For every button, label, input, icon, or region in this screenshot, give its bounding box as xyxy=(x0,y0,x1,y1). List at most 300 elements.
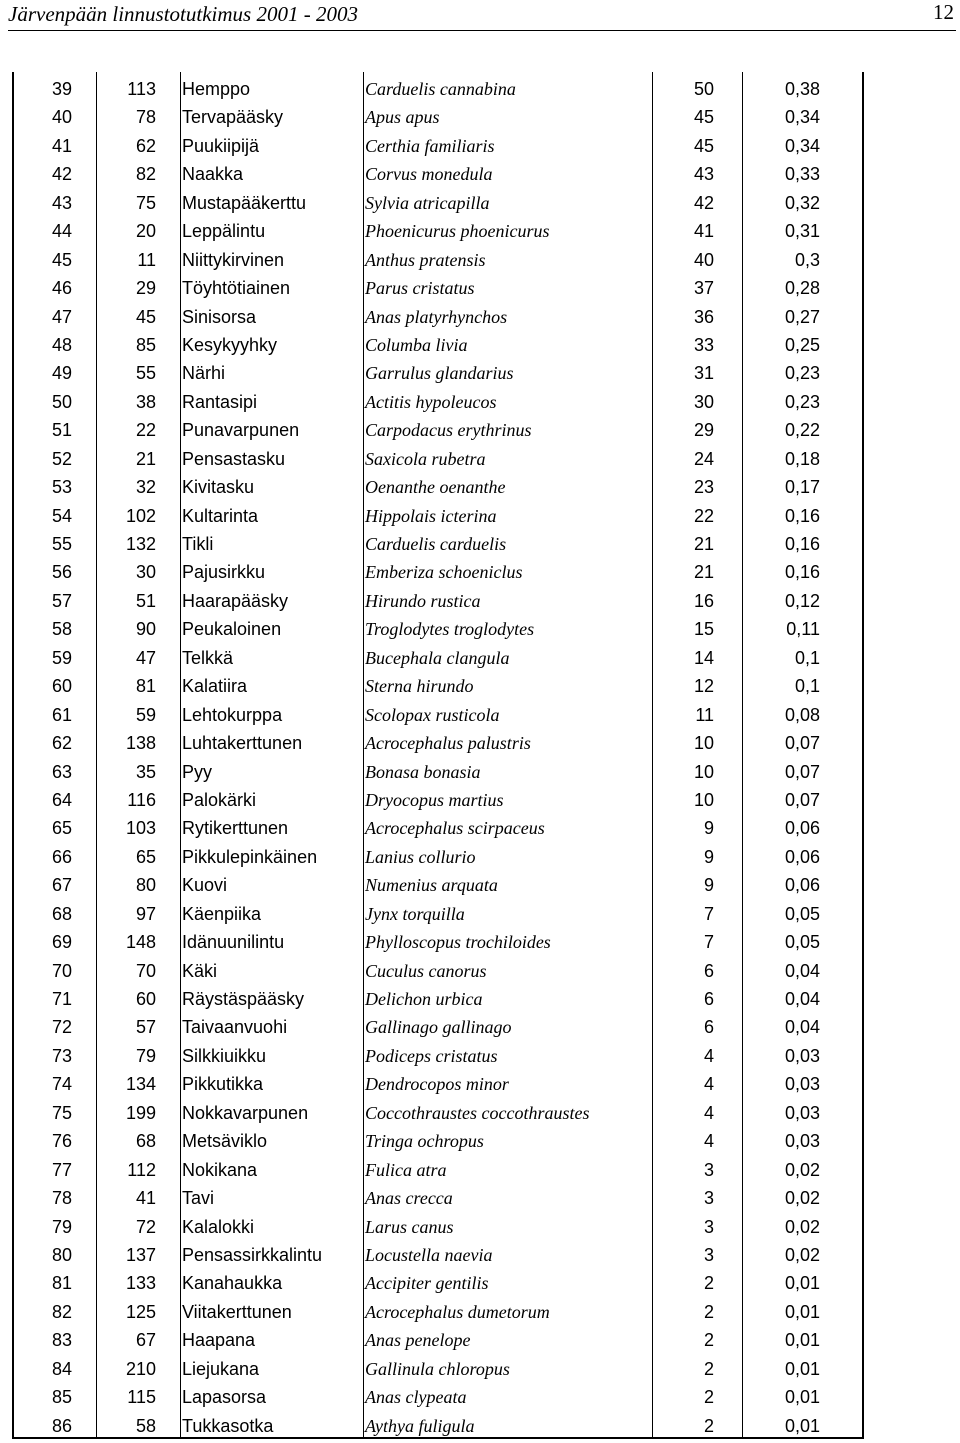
latin-name-cell: Garrulus glandarius xyxy=(365,363,514,384)
percent-cell: 0,06 xyxy=(784,846,820,867)
rank-cell: 86 xyxy=(51,1415,72,1436)
percent-cell: 0,34 xyxy=(784,135,820,156)
rank-cell: 52 xyxy=(51,448,72,469)
document-title: Järvenpään linnustotutkimus 2001 - 2003 xyxy=(8,2,358,26)
latin-name-cell: Scolopax rusticola xyxy=(365,704,500,725)
rank-cell: 62 xyxy=(51,733,72,754)
table-row xyxy=(14,1238,862,1266)
latin-name-cell: Acrocephalus scirpaceus xyxy=(365,818,545,839)
count-cell: 36 xyxy=(693,306,714,327)
finnish-name-cell: Tavi xyxy=(182,1188,215,1209)
species-number-cell: 199 xyxy=(125,1102,156,1123)
count-cell: 29 xyxy=(693,420,714,441)
latin-name-cell: Acrocephalus dumetorum xyxy=(365,1301,550,1322)
table-row xyxy=(14,413,862,441)
rank-cell: 72 xyxy=(51,1017,72,1038)
percent-cell: 0,16 xyxy=(784,562,820,583)
finnish-name-cell: Palokärki xyxy=(182,789,257,810)
count-cell: 2 xyxy=(703,1415,714,1436)
finnish-name-cell: Taivaanvuohi xyxy=(182,1017,288,1038)
rank-cell: 40 xyxy=(51,107,72,128)
species-number-cell: 21 xyxy=(135,448,156,469)
percent-cell: 0,12 xyxy=(784,590,820,611)
table-row xyxy=(14,982,862,1010)
percent-cell: 0,04 xyxy=(784,1017,820,1038)
percent-cell: 0,33 xyxy=(784,164,820,185)
rank-cell: 46 xyxy=(51,278,72,299)
count-cell: 22 xyxy=(693,505,714,526)
species-number-cell: 47 xyxy=(135,647,156,668)
percent-cell: 0,02 xyxy=(784,1188,820,1209)
finnish-name-cell: Kuovi xyxy=(182,875,228,896)
table-row xyxy=(14,897,862,925)
finnish-name-cell: Kesykyyhky xyxy=(182,334,278,355)
species-number-cell: 51 xyxy=(135,590,156,611)
table-row xyxy=(14,1210,862,1238)
rank-cell: 84 xyxy=(51,1358,72,1379)
species-number-cell: 137 xyxy=(125,1244,156,1265)
table-row xyxy=(14,584,862,612)
percent-cell: 0,28 xyxy=(784,278,820,299)
rank-cell: 77 xyxy=(51,1159,72,1180)
table-row xyxy=(14,669,862,697)
finnish-name-cell: Haarapääsky xyxy=(182,590,289,611)
latin-name-cell: Accipiter gentilis xyxy=(365,1273,489,1294)
finnish-name-cell: Viitakerttunen xyxy=(182,1301,292,1322)
percent-cell: 0,03 xyxy=(784,1045,820,1066)
count-cell: 21 xyxy=(693,562,714,583)
table-row xyxy=(14,1352,862,1380)
count-cell: 37 xyxy=(693,278,714,299)
count-cell: 4 xyxy=(703,1131,714,1152)
rank-cell: 48 xyxy=(51,334,72,355)
finnish-name-cell: Lehtokurppa xyxy=(182,704,283,725)
table-row xyxy=(14,157,862,185)
table-row xyxy=(14,271,862,299)
count-cell: 2 xyxy=(703,1273,714,1294)
species-number-cell: 85 xyxy=(135,334,156,355)
finnish-name-cell: Metsäviklo xyxy=(182,1131,268,1152)
latin-name-cell: Tringa ochropus xyxy=(365,1131,484,1152)
page-header xyxy=(8,0,956,31)
species-number-cell: 60 xyxy=(135,989,156,1009)
species-number-cell: 41 xyxy=(135,1188,156,1209)
latin-name-cell: Certhia familiaris xyxy=(365,135,495,156)
finnish-name-cell: Rantasipi xyxy=(182,391,258,412)
finnish-name-cell: Pensastasku xyxy=(182,448,286,469)
table-row xyxy=(14,1096,862,1124)
page-number: 12 xyxy=(933,0,954,24)
percent-cell: 0,17 xyxy=(784,477,820,498)
percent-cell: 0,1 xyxy=(794,647,820,668)
table-row xyxy=(14,783,862,811)
species-number-cell: 80 xyxy=(135,875,156,896)
finnish-name-cell: Niittykirvinen xyxy=(182,249,285,270)
percent-cell: 0,03 xyxy=(784,1102,820,1123)
species-number-cell: 133 xyxy=(125,1273,156,1294)
finnish-name-cell: Punavarpunen xyxy=(182,420,300,441)
rank-cell: 73 xyxy=(51,1045,72,1066)
species-number-cell: 11 xyxy=(137,249,156,270)
count-cell: 9 xyxy=(703,875,714,896)
count-cell: 33 xyxy=(693,334,714,355)
rank-cell: 53 xyxy=(51,477,72,498)
count-cell: 3 xyxy=(703,1216,714,1237)
rank-cell: 80 xyxy=(51,1244,72,1265)
species-number-cell: 65 xyxy=(135,846,156,867)
rank-cell: 56 xyxy=(51,562,72,583)
species-number-cell: 103 xyxy=(125,818,156,839)
count-cell: 21 xyxy=(693,534,714,554)
finnish-name-cell: Kalatiira xyxy=(182,676,248,697)
percent-cell: 0,18 xyxy=(784,448,820,469)
count-cell: 6 xyxy=(703,989,714,1009)
percent-cell: 0,23 xyxy=(784,363,820,384)
table-row xyxy=(14,356,862,384)
count-cell: 3 xyxy=(703,1188,714,1209)
table-row xyxy=(14,726,862,754)
percent-cell: 0,01 xyxy=(784,1387,820,1408)
species-number-cell: 45 xyxy=(135,306,156,327)
species-number-cell: 70 xyxy=(135,960,156,981)
count-cell: 12 xyxy=(693,676,714,697)
rank-cell: 85 xyxy=(51,1387,72,1408)
species-number-cell: 20 xyxy=(135,221,156,242)
percent-cell: 0,1 xyxy=(794,676,820,697)
table-row xyxy=(14,641,862,669)
count-cell: 23 xyxy=(693,477,714,498)
species-number-cell: 78 xyxy=(135,107,156,128)
percent-cell: 0,02 xyxy=(784,1216,820,1237)
species-number-cell: 82 xyxy=(135,164,156,185)
count-cell: 9 xyxy=(703,846,714,867)
percent-cell: 0,02 xyxy=(784,1159,820,1180)
table-row xyxy=(14,72,862,100)
latin-name-cell: Anas penelope xyxy=(365,1330,471,1351)
rank-cell: 59 xyxy=(51,647,72,668)
count-cell: 7 xyxy=(703,903,714,924)
finnish-name-cell: Hemppo xyxy=(182,79,251,99)
finnish-name-cell: Räystäspääsky xyxy=(182,989,305,1009)
rank-cell: 60 xyxy=(51,676,72,697)
count-cell: 50 xyxy=(693,79,714,99)
table-row xyxy=(14,1010,862,1038)
count-cell: 2 xyxy=(703,1387,714,1408)
rank-cell: 66 xyxy=(51,846,72,867)
rank-cell: 78 xyxy=(51,1188,72,1209)
rank-cell: 50 xyxy=(51,391,72,412)
latin-name-cell: Carduelis carduelis xyxy=(365,534,507,554)
finnish-name-cell: Nokkavarpunen xyxy=(182,1102,309,1123)
finnish-name-cell: Peukaloinen xyxy=(182,619,282,640)
rank-cell: 65 xyxy=(51,818,72,839)
percent-cell: 0,05 xyxy=(784,932,820,953)
count-cell: 16 xyxy=(693,590,714,611)
species-number-cell: 67 xyxy=(135,1330,156,1351)
percent-cell: 0,03 xyxy=(784,1074,820,1095)
percent-cell: 0,3 xyxy=(794,249,820,270)
table-row xyxy=(14,129,862,157)
species-number-cell: 57 xyxy=(135,1017,156,1038)
table-row xyxy=(14,1380,862,1408)
latin-name-cell: Apus apus xyxy=(365,107,440,128)
count-cell: 6 xyxy=(703,1017,714,1038)
count-cell: 7 xyxy=(703,932,714,953)
count-cell: 4 xyxy=(703,1102,714,1123)
species-number-cell: 115 xyxy=(127,1387,156,1408)
species-number-cell: 55 xyxy=(135,363,156,384)
latin-name-cell: Carpodacus erythrinus xyxy=(365,420,532,441)
table-row xyxy=(14,442,862,470)
count-cell: 24 xyxy=(693,448,714,469)
count-cell: 31 xyxy=(693,363,714,384)
count-cell: 6 xyxy=(703,960,714,981)
species-number-cell: 22 xyxy=(135,420,156,441)
table-row xyxy=(14,300,862,328)
latin-name-cell: Oenanthe oenanthe xyxy=(365,477,506,498)
rank-cell: 54 xyxy=(51,505,72,526)
finnish-name-cell: Haapana xyxy=(182,1330,256,1351)
percent-cell: 0,01 xyxy=(784,1301,820,1322)
finnish-name-cell: Närhi xyxy=(182,363,226,384)
rank-cell: 81 xyxy=(51,1273,72,1294)
species-number-cell: 35 xyxy=(135,761,156,782)
finnish-name-cell: Leppälintu xyxy=(182,221,266,242)
latin-name-cell: Fulica atra xyxy=(365,1159,447,1180)
finnish-name-cell: Liejukana xyxy=(182,1358,260,1379)
rank-cell: 69 xyxy=(51,932,72,953)
latin-name-cell: Hirundo rustica xyxy=(365,590,481,611)
percent-cell: 0,25 xyxy=(784,334,820,355)
species-number-cell: 132 xyxy=(125,534,156,554)
finnish-name-cell: Käenpiika xyxy=(182,903,262,924)
percent-cell: 0,07 xyxy=(784,789,820,810)
latin-name-cell: Hippolais icterina xyxy=(365,505,497,526)
finnish-name-cell: Naakka xyxy=(182,164,244,185)
percent-cell: 0,32 xyxy=(784,192,820,213)
latin-name-cell: Bonasa bonasia xyxy=(365,761,481,782)
table-row xyxy=(14,214,862,242)
count-cell: 45 xyxy=(693,135,714,156)
species-number-cell: 113 xyxy=(127,79,156,99)
species-number-cell: 134 xyxy=(125,1074,156,1095)
species-number-cell: 58 xyxy=(135,1415,156,1436)
table-row xyxy=(14,1181,862,1209)
species-number-cell: 112 xyxy=(127,1159,156,1180)
percent-cell: 0,01 xyxy=(784,1415,820,1436)
latin-name-cell: Anas crecca xyxy=(365,1188,453,1209)
count-cell: 10 xyxy=(693,761,714,782)
percent-cell: 0,08 xyxy=(784,704,820,725)
species-number-cell: 68 xyxy=(135,1131,156,1152)
rank-cell: 47 xyxy=(51,306,72,327)
species-number-cell: 81 xyxy=(135,676,156,697)
count-cell: 2 xyxy=(703,1330,714,1351)
count-cell: 41 xyxy=(693,221,714,242)
finnish-name-cell: Kanahaukka xyxy=(182,1273,283,1294)
count-cell: 10 xyxy=(693,789,714,810)
finnish-name-cell: Nokikana xyxy=(182,1159,258,1180)
latin-name-cell: Emberiza schoeniclus xyxy=(365,562,523,583)
table-row xyxy=(14,868,862,896)
rank-cell: 55 xyxy=(51,534,72,554)
finnish-name-cell: Telkkä xyxy=(182,647,234,668)
table-row xyxy=(14,1409,862,1437)
percent-cell: 0,31 xyxy=(784,221,820,242)
rank-cell: 41 xyxy=(51,135,72,156)
percent-cell: 0,06 xyxy=(784,818,820,839)
latin-name-cell: Podiceps cristatus xyxy=(365,1045,498,1066)
table-row xyxy=(14,243,862,271)
finnish-name-cell: Kultarinta xyxy=(182,505,259,526)
rank-cell: 45 xyxy=(51,249,72,270)
latin-name-cell: Sterna hirundo xyxy=(365,676,474,697)
count-cell: 3 xyxy=(703,1244,714,1265)
latin-name-cell: Actitis hypoleucos xyxy=(365,391,497,412)
rank-cell: 51 xyxy=(51,420,72,441)
rank-cell: 74 xyxy=(51,1074,72,1095)
rank-cell: 44 xyxy=(51,221,72,242)
finnish-name-cell: Tikli xyxy=(182,534,214,554)
species-number-cell: 116 xyxy=(127,789,156,810)
latin-name-cell: Lanius collurio xyxy=(365,846,476,867)
finnish-name-cell: Kivitasku xyxy=(182,477,255,498)
table-row xyxy=(14,1323,862,1351)
finnish-name-cell: Pyy xyxy=(182,761,213,782)
rank-cell: 43 xyxy=(51,192,72,213)
species-number-cell: 72 xyxy=(135,1216,156,1237)
rank-cell: 75 xyxy=(51,1102,72,1123)
finnish-name-cell: Lapasorsa xyxy=(182,1387,267,1408)
species-number-cell: 38 xyxy=(135,391,156,412)
table-row xyxy=(14,1067,862,1095)
table-row xyxy=(14,470,862,498)
percent-cell: 0,23 xyxy=(784,391,820,412)
table-row xyxy=(14,385,862,413)
percent-cell: 0,06 xyxy=(784,875,820,896)
table-row xyxy=(14,612,862,640)
table-row xyxy=(14,186,862,214)
latin-name-cell: Aythya fuligula xyxy=(365,1415,475,1436)
latin-name-cell: Dendrocopos minor xyxy=(365,1074,509,1095)
species-number-cell: 29 xyxy=(135,278,156,299)
table-row xyxy=(14,1039,862,1067)
count-cell: 15 xyxy=(693,619,714,640)
rank-cell: 71 xyxy=(51,989,72,1009)
percent-cell: 0,16 xyxy=(784,505,820,526)
rank-cell: 58 xyxy=(51,619,72,640)
table-row xyxy=(14,698,862,726)
species-number-cell: 59 xyxy=(135,704,156,725)
percent-cell: 0,11 xyxy=(786,619,820,640)
species-number-cell: 90 xyxy=(135,619,156,640)
rank-cell: 68 xyxy=(51,903,72,924)
count-cell: 45 xyxy=(693,107,714,128)
finnish-name-cell: Tervapääsky xyxy=(182,107,284,128)
finnish-name-cell: Pajusirkku xyxy=(182,562,266,583)
species-number-cell: 138 xyxy=(125,733,156,754)
rank-cell: 63 xyxy=(51,761,72,782)
percent-cell: 0,01 xyxy=(784,1330,820,1351)
percent-cell: 0,01 xyxy=(784,1273,820,1294)
latin-name-cell: Jynx torquilla xyxy=(365,903,465,924)
latin-name-cell: Delichon urbica xyxy=(365,989,483,1009)
table-row xyxy=(14,840,862,868)
percent-cell: 0,07 xyxy=(784,761,820,782)
count-cell: 4 xyxy=(703,1045,714,1066)
finnish-name-cell: Töyhtötiainen xyxy=(182,278,291,299)
rank-cell: 79 xyxy=(51,1216,72,1237)
finnish-name-cell: Silkkiuikku xyxy=(182,1045,267,1066)
latin-name-cell: Sylvia atricapilla xyxy=(365,192,490,213)
percent-cell: 0,03 xyxy=(784,1131,820,1152)
count-cell: 40 xyxy=(693,249,714,270)
rank-cell: 64 xyxy=(51,789,72,810)
latin-name-cell: Bucephala clangula xyxy=(365,647,510,668)
rank-cell: 76 xyxy=(51,1131,72,1152)
latin-name-cell: Anthus pratensis xyxy=(365,249,486,270)
count-cell: 9 xyxy=(703,818,714,839)
rank-cell: 42 xyxy=(51,164,72,185)
latin-name-cell: Gallinula chloropus xyxy=(365,1358,510,1379)
count-cell: 14 xyxy=(693,647,714,668)
table-row xyxy=(14,954,862,982)
rank-cell: 67 xyxy=(51,875,72,896)
species-number-cell: 75 xyxy=(135,192,156,213)
latin-name-cell: Anas clypeata xyxy=(365,1387,467,1408)
species-number-cell: 30 xyxy=(135,562,156,583)
percent-cell: 0,22 xyxy=(784,420,820,441)
finnish-name-cell: Idänuunilintu xyxy=(182,932,285,953)
rank-cell: 70 xyxy=(51,960,72,981)
count-cell: 2 xyxy=(703,1358,714,1379)
finnish-name-cell: Sinisorsa xyxy=(182,306,257,327)
species-number-cell: 32 xyxy=(135,477,156,498)
percent-cell: 0,05 xyxy=(784,903,820,924)
rank-cell: 61 xyxy=(51,704,72,725)
species-number-cell: 79 xyxy=(135,1045,156,1066)
latin-name-cell: Locustella naevia xyxy=(365,1244,493,1265)
table-row xyxy=(14,925,862,953)
latin-name-cell: Parus cristatus xyxy=(365,278,475,299)
finnish-name-cell: Rytikerttunen xyxy=(182,818,289,839)
table-row xyxy=(14,1153,862,1181)
percent-cell: 0,38 xyxy=(784,79,820,99)
finnish-name-cell: Kalalokki xyxy=(182,1216,255,1237)
species-table xyxy=(12,72,864,1439)
rank-cell: 82 xyxy=(51,1301,72,1322)
percent-cell: 0,07 xyxy=(784,733,820,754)
finnish-name-cell: Tukkasotka xyxy=(182,1415,274,1436)
latin-name-cell: Coccothraustes coccothraustes xyxy=(365,1102,590,1123)
finnish-name-cell: Luhtakerttunen xyxy=(182,733,303,754)
latin-name-cell: Phoenicurus phoenicurus xyxy=(365,221,550,242)
latin-name-cell: Larus canus xyxy=(365,1216,454,1237)
finnish-name-cell: Puukiipijä xyxy=(182,135,260,156)
count-cell: 42 xyxy=(693,192,714,213)
rank-cell: 49 xyxy=(51,363,72,384)
count-cell: 10 xyxy=(693,733,714,754)
table-row xyxy=(14,755,862,783)
latin-name-cell: Troglodytes troglodytes xyxy=(365,619,535,640)
count-cell: 2 xyxy=(703,1301,714,1322)
table-row xyxy=(14,1266,862,1294)
species-number-cell: 210 xyxy=(125,1358,156,1379)
latin-name-cell: Anas platyrhynchos xyxy=(365,306,508,327)
latin-name-cell: Phylloscopus trochiloides xyxy=(365,932,551,953)
rank-cell: 83 xyxy=(51,1330,72,1351)
finnish-name-cell: Mustapääkerttu xyxy=(182,192,307,213)
